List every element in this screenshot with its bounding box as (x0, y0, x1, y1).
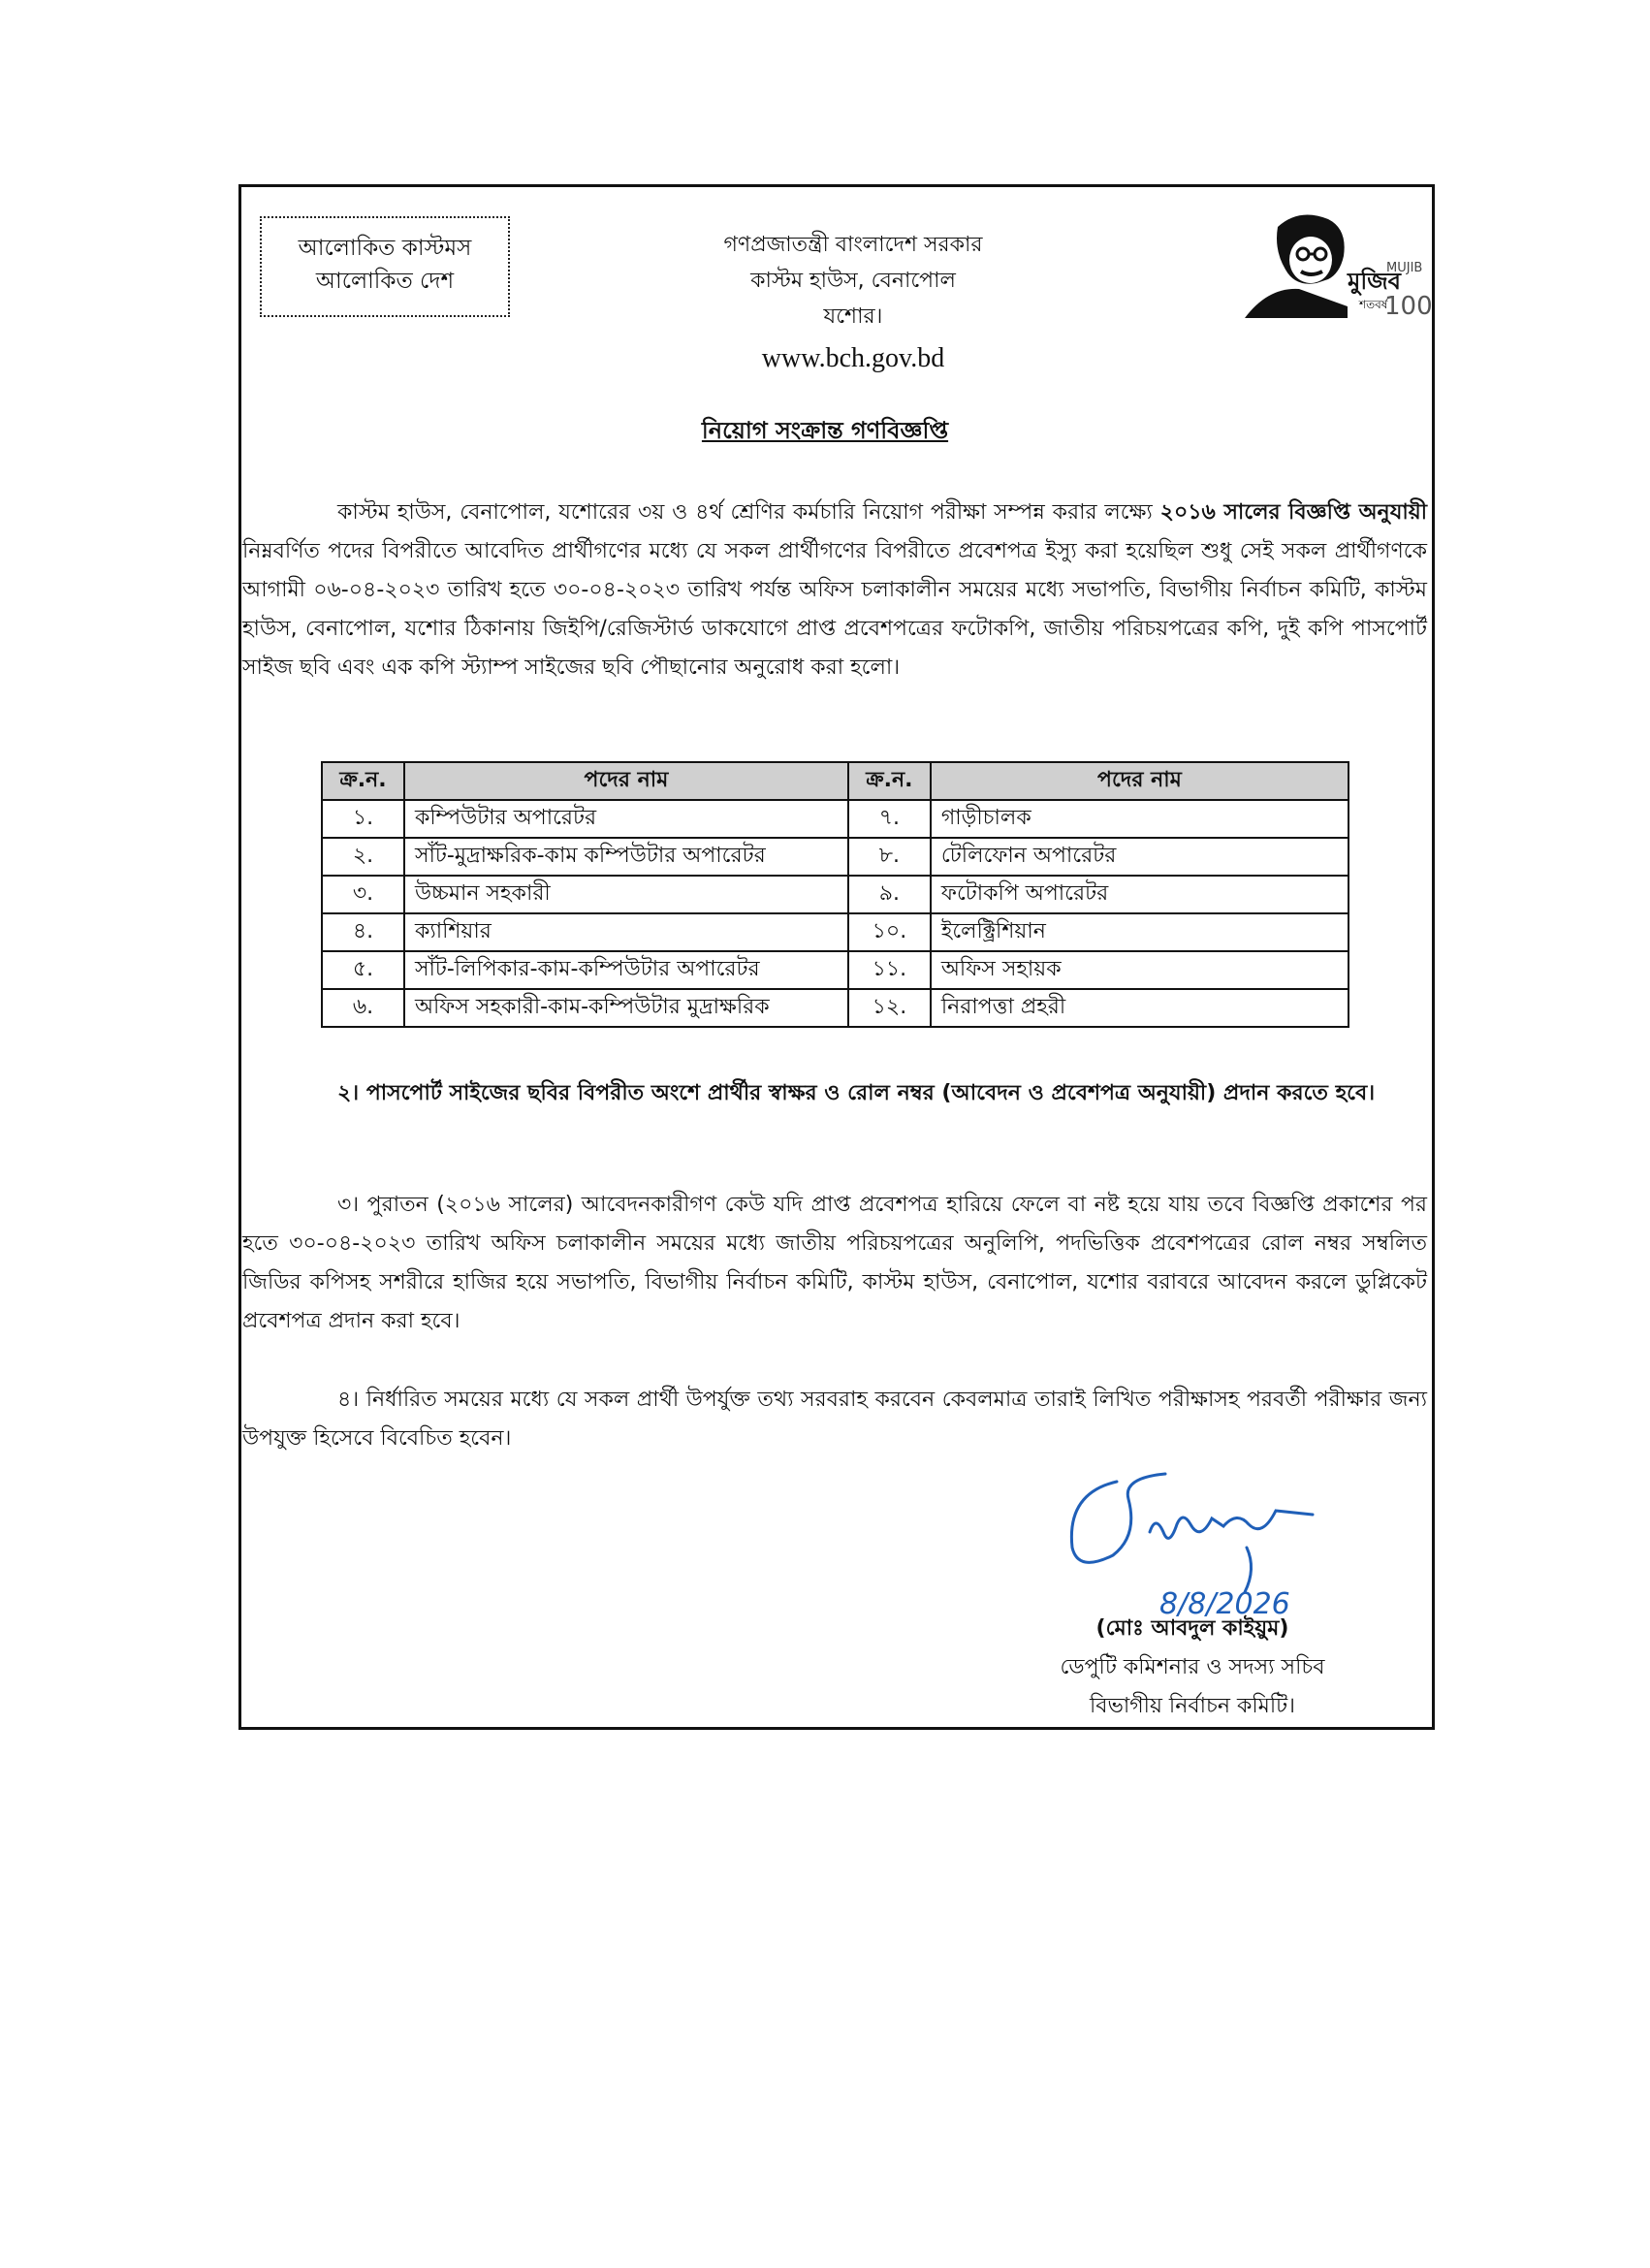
signatory-designation: ডেপুটি কমিশনার ও সদস্য সচিব (1060, 1655, 1325, 1679)
table-row (322, 876, 1349, 913)
website-link[interactable]: www.bch.gov.bd (761, 343, 945, 373)
signatory-name: (মোঃ আবদুল কাইয়ুম) (1095, 1616, 1289, 1641)
logo-en-text: MUJIB (1386, 261, 1423, 275)
post-cell: উচ্চমান সহকারী (404, 876, 848, 913)
serial-cell: ৮. (848, 838, 931, 876)
notice-paragraph-2: ২। পাসপোর্ট সাইজের ছবির বিপরীত অংশে প্রার্থীর স্বাক্ষর ও রোল নম্বর (আবেদন ও প্রবেশপত্র অনুযায়ী) প্রদান করতে হবে। (337, 1081, 1376, 1105)
post-cell: সাঁট-লিপিকার-কাম-কম্পিউটার অপারেটর (404, 951, 848, 989)
serial-cell: ৪. (322, 913, 404, 951)
post-cell: ক্যাশিয়ার (404, 913, 848, 951)
serial-cell: ১২. (848, 989, 931, 1027)
notice-paragraph-3: ৩। পুরাতন (২০১৬ সালের) আবেদনকারীগণ কেউ যদি প্রাপ্ত প্রবেশপত্র হারিয়ে ফেলে বা নষ্ট হয়ে যায় তবে বিজ্ঞপ্তি প্রকাশের পর হতে ৩০-০৪-২০২৩ তারিখ অফিস চলাকালীন সময়ের মধ্যে জাতীয় পরিচয়পত্রের অনুলিপি, পদভিত্তিক প্রবেশপত্রের রোল নম্বর সম্বলিত জিডির কপিসহ সশরীরে হাজির হয়ে সভাপতি, বিভাগীয় নির্বাচন কমিটি, কাস্টম হাউস, বেনাপোল, যশোর বরাবরে আবেদন করলে ডুপ্লিকেট প্রবেশপত্র প্রদান করা হবে। (242, 1193, 1427, 1333)
logo-sub-text: শতবর্ষ (1359, 298, 1388, 311)
slogan-line-1: আলোকিত কাস্টমস (298, 236, 472, 261)
serial-cell: ৬. (322, 989, 404, 1027)
handwritten-signature (1057, 1454, 1348, 1624)
serial-cell: ২. (322, 838, 404, 876)
header-serial-2: ক্র.ন. (848, 762, 931, 800)
mujib-100-logo-icon (1239, 206, 1433, 321)
notice-paragraph-4: ৪। নির্ধারিত সময়ের মধ্যে যে সকল প্রার্থী উপর্যুক্ত তথ্য সরবরাহ করবেন কেবলমাত্র তারাই লিখিত পরীক্ষাসহ পরবর্তী পরীক্ষার জন্য উপযুক্ত হিসেবে বিবেচিত হবেন। (242, 1388, 1427, 1451)
para1-text-a: কাস্টম হাউস, বেনাপোল, যশোরের ৩য় ও ৪র্থ শ্রেণির কর্মচারি নিয়োগ পরীক্ষা সম্পন্ন করার লক্ষ্যে (337, 500, 1153, 525)
office-district: যশোর। (823, 304, 883, 329)
post-cell: অফিস সহকারী-কাম-কম্পিউটার মুদ্রাক্ষরিক (404, 989, 848, 1027)
table-header-row (322, 762, 1349, 800)
signature-date: 8/8/2026 (1159, 1587, 1290, 1621)
post-cell: টেলিফোন অপারেটর (931, 838, 1349, 876)
logo-number: 100 (1384, 292, 1433, 321)
slogan-box (260, 216, 510, 317)
table-row (322, 913, 1349, 951)
table-row (322, 800, 1349, 838)
signature-block (989, 1610, 1396, 1726)
para1-bold-text: ২০১৬ সালের বিজ্ঞপ্তি অনুযায়ী (1159, 500, 1427, 525)
serial-cell: ৩. (322, 876, 404, 913)
header-post-name: পদের নাম (404, 762, 848, 800)
table-row (322, 951, 1349, 989)
post-cell: কম্পিউটার অপারেটর (404, 800, 848, 838)
table-row (322, 989, 1349, 1027)
post-cell: ফটোকপি অপারেটর (931, 876, 1349, 913)
notice-title (0, 413, 1650, 452)
header-post-name-2: পদের নাম (931, 762, 1349, 800)
post-cell: নিরাপত্তা প্রহরী (931, 989, 1349, 1027)
serial-cell: ৯. (848, 876, 931, 913)
slogan-line-2: আলোকিত দেশ (315, 269, 455, 294)
post-cell: অফিস সহায়ক (931, 951, 1349, 989)
govt-name: গণপ্রজাতন্ত্রী বাংলাদেশ সরকার (723, 233, 983, 257)
serial-cell: ১১. (848, 951, 931, 989)
post-cell: সাঁট-মুদ্রাক্ষরিক-কাম কম্পিউটার অপারেটর (404, 838, 848, 876)
logo-mujib-text: মুজিব (1348, 268, 1402, 295)
posts-table (321, 761, 1349, 1028)
header-serial: ক্র.ন. (322, 762, 404, 800)
table-row (322, 838, 1349, 876)
notice-paragraph-1 (242, 494, 1427, 687)
serial-cell: ৫. (322, 951, 404, 989)
serial-cell: ৭. (848, 800, 931, 838)
post-cell: ইলেক্ট্রিশিয়ান (931, 913, 1349, 951)
notice-title-text: নিয়োগ সংক্রান্ত গণবিজ্ঞপ্তি (701, 417, 949, 444)
post-cell: গাড়ীচালক (931, 800, 1349, 838)
serial-cell: ১. (322, 800, 404, 838)
letterhead (620, 227, 1086, 376)
serial-cell: ১০. (848, 913, 931, 951)
para1-text-b: নিম্নবর্ণিত পদের বিপরীতে আবেদিত প্রার্থীগণের মধ্যে যে সকল প্রার্থীগণের বিপরীতে প্রবেশপত্র ইস্যু করা হয়েছিল শুধু সেই সকল প্রার্থীগণকে আগামী ০৬-০৪-২০২৩ তারিখ হতে ৩০-০৪-২০২৩ তারিখ পর্যন্ত অফিস চলাকালীন সময়ের মধ্যে সভাপতি, বিভাগীয় নির্বাচন কমিটি, কাস্টম হাউস, বেনাপোল, যশোর ঠিকানায় জিইপি/রেজিস্টার্ড ডাকযোগে প্রাপ্ত প্রবেশপত্রের ফটোকপি, জাতীয় পরিচয়পত্রের কপি, দুই কপি পাসপোর্ট সাইজ ছবি এবং এক কপি স্ট্যাম্প সাইজের ছবি পৌছানোর অনুরোধ করা হলো। (242, 539, 1427, 680)
office-name: কাস্টম হাউস, বেনাপোল (750, 269, 956, 293)
signatory-committee: বিভাগীয় নির্বাচন কমিটি। (1089, 1694, 1296, 1718)
